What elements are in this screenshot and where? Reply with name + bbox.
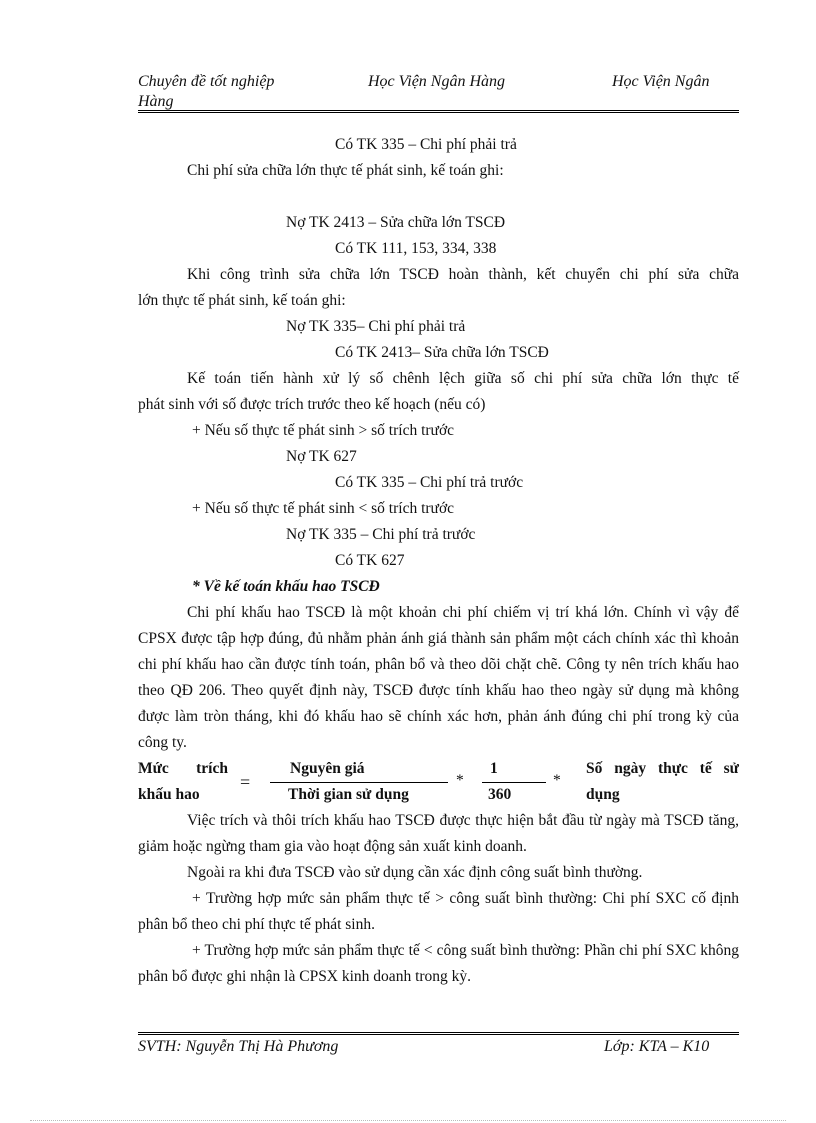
- entry-line: Nợ TK 335 – Chi phí trả trước: [286, 526, 476, 543]
- header-center: Học Viện Ngân Hàng: [368, 73, 506, 90]
- footer-right: Lớp: KTA – K10: [604, 1038, 710, 1055]
- entry-line: Có TK 335 – Chi phí trả trước: [335, 474, 524, 491]
- text-line: lớn thực tế phát sinh, kế toán ghi:: [138, 292, 346, 309]
- header-rule-2: [138, 112, 739, 113]
- footer-left: SVTH: Nguyễn Thị Hà Phương: [138, 1038, 339, 1055]
- entry-line: Nợ TK 627: [286, 448, 357, 465]
- formula-tail-line2: dụng: [586, 786, 620, 803]
- header-rule: [138, 110, 739, 111]
- entry-line: Có TK 111, 153, 334, 338: [335, 240, 497, 257]
- text-line: + Nếu số thực tế phát sinh > số trích trước: [192, 422, 455, 439]
- entry-line: Có TK 627: [335, 552, 405, 569]
- text-line: + Nếu số thực tế phát sinh < số trích trước: [192, 500, 455, 517]
- formula-numerator-2: 1: [490, 760, 498, 777]
- entry-line: Có TK 335 – Chi phí phải trả: [335, 136, 517, 153]
- text-line: Khi công trình sửa chữa lớn TSCĐ hoàn thành, kết chuyển chi phí sửa chữa: [187, 266, 739, 283]
- paragraph: Ngoài ra khi đưa TSCĐ vào sử dụng cần xác định công suất bình thường.: [187, 864, 643, 881]
- footer-rule-2: [138, 1034, 739, 1035]
- formula-times-1: *: [456, 772, 464, 789]
- fraction-bar-2: [482, 782, 546, 783]
- formula-denominator-1: Thời gian sử dụng: [288, 786, 409, 803]
- page-edge: [30, 1120, 786, 1121]
- footer-rule: [138, 1032, 739, 1033]
- formula-times-2: *: [553, 772, 561, 789]
- entry-line: Nợ TK 335– Chi phí phải trả: [286, 318, 466, 335]
- header-left-line2: Hàng: [138, 93, 174, 110]
- entry-line: Nợ TK 2413 – Sửa chữa lớn TSCĐ: [286, 214, 506, 231]
- paragraph: + Trường hợp mức sản phẩm thực tế > công suất bình thường: Chi phí SXC cố định phân bổ theo chi phí thực tế phát sinh.: [138, 890, 739, 933]
- section-title: * Về kế toán khấu hao TSCĐ: [192, 578, 380, 595]
- fraction-bar-1: [270, 782, 448, 783]
- paragraph: Việc trích và thôi trích khấu hao TSCĐ được thực hiện bắt đầu từ ngày mà TSCĐ tăng, giảm hoặc ngừng tham gia vào hoạt động sản xuất kinh doanh.: [138, 812, 739, 855]
- formula-tail-line1: Số ngày thực tế sử: [586, 760, 739, 777]
- text-line: phát sinh với số được trích trước theo kế hoạch (nếu có): [138, 396, 486, 413]
- formula-denominator-2: 360: [488, 786, 512, 803]
- formula-label-line1: Mức trích: [138, 760, 228, 777]
- header-left-line1: Chuyên đề tốt nghiệp: [138, 73, 275, 90]
- formula-numerator-1: Nguyên giá: [290, 760, 365, 777]
- formula-label-line2: khấu hao: [138, 786, 200, 803]
- paragraph: + Trường hợp mức sản phẩm thực tế < công suất bình thường: Phần chi phí SXC không phân bổ được ghi nhận là CPSX kinh doanh trong kỳ.: [138, 942, 739, 985]
- text-line: Chi phí sửa chữa lớn thực tế phát sinh, kế toán ghi:: [187, 162, 504, 179]
- header-right: Học Viện Ngân: [612, 73, 710, 90]
- formula-equals: =: [240, 772, 251, 792]
- paragraph: Chi phí khấu hao TSCĐ là một khoản chi phí chiếm vị trí khá lớn. Chính vì vậy để CPSX được tập hợp đúng, đủ nhằm phản ánh giá thành sản phẩm một cách chính xác thì khoản chi phí khấu hao cần được tính toán, phân bổ và theo dõi chặt chẽ. Công ty nên trích khấu hao theo QĐ 206. Theo quyết định này, TSCĐ được tính khấu hao theo ngày sử dụng mà không được làm tròn tháng, khi đó khấu hao sẽ chính xác hơn, phản ánh đúng chi phí trong kỳ của công ty.: [138, 604, 739, 751]
- text-line: Kế toán tiến hành xử lý số chênh lệch giữa số chi phí sửa chữa lớn thực tế: [187, 370, 739, 387]
- entry-line: Có TK 2413– Sửa chữa lớn TSCĐ: [335, 344, 549, 361]
